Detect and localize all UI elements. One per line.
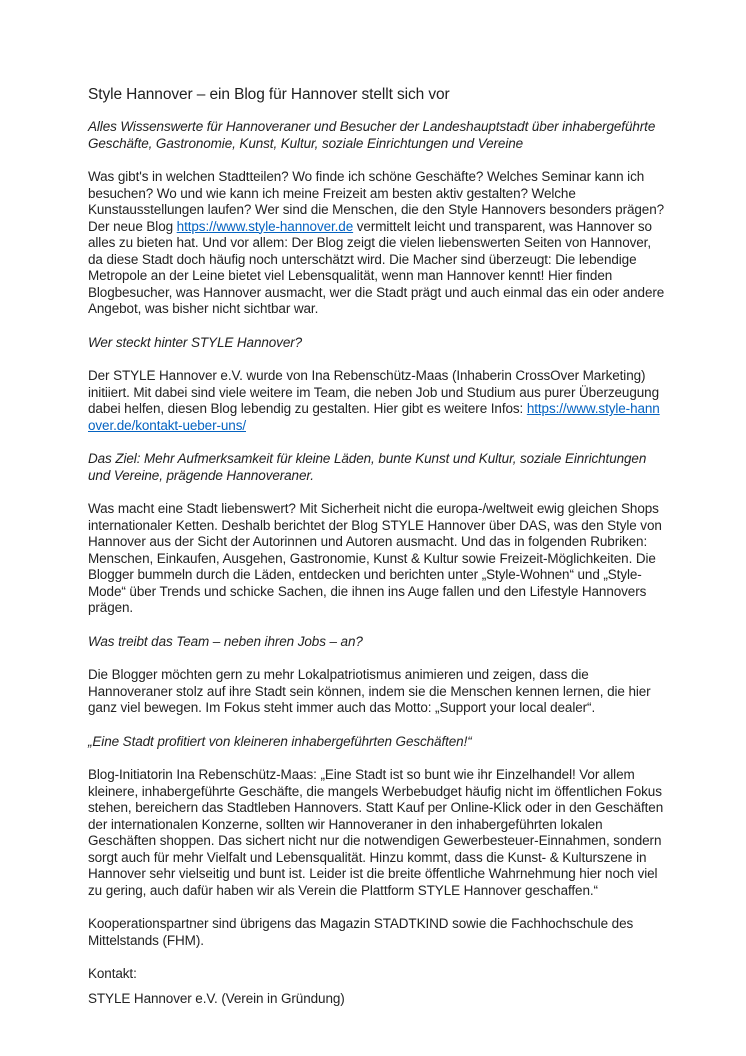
document-content xyxy=(88,85,666,1024)
bloggers-paragraph: Die Blogger möchten gern zu mehr Lokalpatriotismus animieren und zeigen, dass die Hannoveraner stolz auf ihre Stadt sein können, indem sie die Menschen kennen lernen, die hier ganz viel bewegen. Im Fokus steht immer auch das Motto: „Support your local dealer“. xyxy=(88,667,651,715)
page-title: Style Hannover – ein Blog für Hannover stellt sich vor xyxy=(88,86,450,103)
style-hannover-link[interactable]: https://www.style-hannover.de xyxy=(176,218,354,234)
intro-text-pre: Was gibt's in welchen Stadtteilen? Wo finde ich schöne Geschäfte? Welches Seminar kann ich besuchen? Wo und wie kann ich meine Freizeit am besten aktiv gestalten? Welche Kunstausstellungen laufen? Wer sind die Menschen, die den Style Hannovers besonders prägen? Der neue Blog xyxy=(88,169,665,234)
subtitle: Alles Wissenswerte für Hannoveraner und Besucher der Landeshauptstadt über inhabergeführte Geschäfte, Gastronomie, Kunst, Kultur, soziale Einrichtungen und Vereine xyxy=(88,119,656,151)
contact-name: STYLE Hannover e.V. (Verein in Gründung) xyxy=(88,990,345,1006)
section-heading-drive: Was treibt das Team – neben ihren Jobs – an? xyxy=(88,633,363,649)
initiator-paragraph: Blog-Initiatorin Ina Rebenschütz-Maas: „Eine Stadt ist so bunt wie ihr Einzelhandel! Vor allem kleinere, inhabergeführte Geschäfte, die mangels Werbebudget häufig nicht im öffentlichen Fokus stehen, bereichern das Stadtleben Hannovers. Statt Kauf per Online-Klick oder in den Geschäften der internationalen Konzerne, sollten wir Hannoveraner in den inhabergeführten lokalen Geschäften shoppen. Das sichert nicht nur die notwendigen Gewerbesteuer-Einnahmen, sondern sorgt auch für mehr Vielfalt und Lebensqualität. Hinzu kommt, dass die Kunst- & Kulturszene in Hannover sehr vielseitig und bunt ist. Leider ist die breite öffentliche Wahrnehmung hier noch viel zu gering, auch dafür haben wir als Verein die Plattform STYLE Hannover geschaffen.“ xyxy=(88,767,664,898)
goal-paragraph: Das Ziel: Mehr Aufmerksamkeit für kleine Läden, bunte Kunst und Kultur, soziale Einrichtungen und Vereine, prägende Hannoveraner. xyxy=(88,451,647,483)
kontakt-ueber-uns-link[interactable]: https://www.style-hannover.de/kontakt-ueber-uns/ xyxy=(88,401,660,433)
section-heading-who: Wer steckt hinter STYLE Hannover? xyxy=(88,334,303,350)
intro-paragraph xyxy=(88,169,666,318)
team-text-pre: Der STYLE Hannover e.V. wurde von Ina Rebenschütz-Maas (Inhaberin CrossOver Marketing) initiiert. Mit dabei sind viele weitere im Team, die neben Job und Studium aus purer Überzeugung dabei helfen, diesen Blog lebendig zu gestalten. Hier gibt es weitere Infos: xyxy=(88,368,659,416)
team-paragraph xyxy=(88,368,666,434)
partners-paragraph: Kooperationspartner sind übrigens das Magazin STADTKIND sowie die Fachhochschule des Mittelstands (FHM). xyxy=(88,916,634,948)
intro-text-post: vermittelt leicht und transparent, was Hannover so alles zu bieten hat. Und vor allem: Der Blog zeigt die vielen liebenswerten Seiten von Hannover, da diese Stadt doch häufig noch unterschätzt wird. Die Macher sind überzeugt: Die lebendige Metropole an der Leine bietet viel Lebensqualität, wenn man Hannover kennt! Hier finden Blogbesucher, was Hannover ausmacht, wer die Stadt prägt und auch einmal das ein oder andere Angebot, was bisher nicht sichtbar war. xyxy=(88,218,665,316)
contact-label: Kontakt: xyxy=(88,966,137,981)
city-paragraph: Was macht eine Stadt liebenswert? Mit Sicherheit nicht die europa-/weltweit ewig gleichen Shops internationaler Ketten. Deshalb berichtet der Blog STYLE Hannover über DAS, was den Style von Hannover aus der Sicht der Autorinnen und Autoren ausmacht. Und das in folgenden Rubriken: Menschen, Einkaufen, Ausgehen, Gastronomie, Kunst & Kultur sowie Freizeit-Möglichkeiten. Die Blogger bummeln durch die Läden, entdecken und berichten unter „Style-Wohnen“ und „Style-Mode“ über Trends und schicke Sachen, die ihnen ins Auge fallen und den Lifestyle Hannovers prägen. xyxy=(88,501,662,615)
pull-quote: „Eine Stadt profitiert von kleineren inhabergeführten Geschäften!“ xyxy=(88,733,472,749)
